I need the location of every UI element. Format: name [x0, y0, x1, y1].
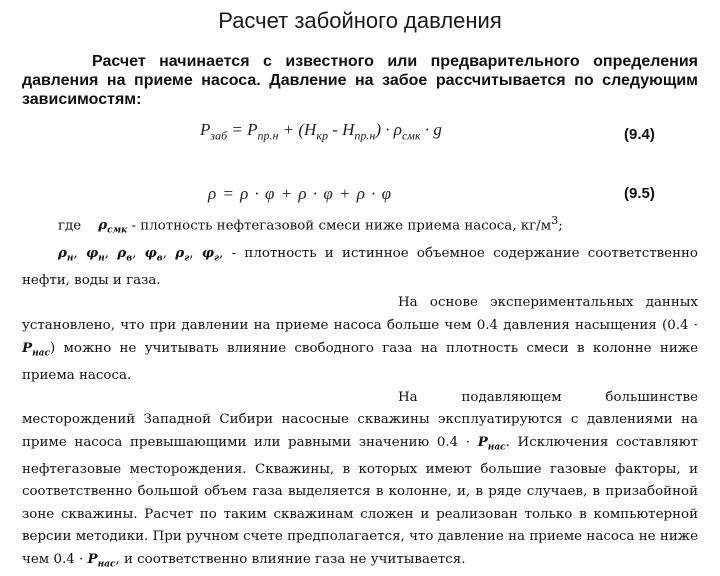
equation-number-9-4: (9.4): [624, 126, 655, 143]
formula-subscript: пр.н: [354, 128, 376, 143]
formula-symbol: ) · ρ: [375, 120, 402, 139]
formula-symbol: P: [200, 120, 211, 139]
formula-symbol: + (H: [278, 120, 317, 139]
body-text: [22, 210, 698, 576]
para3-end: ) можно не учитывать влияние свободного газа на плотность смеси в колонне ниже приема насоса.: [22, 340, 698, 383]
paragraph-west-siberia: [22, 387, 698, 576]
where-paragraph: [22, 210, 698, 242]
phi-g-symbol: [201, 245, 219, 265]
phi-char: φ: [201, 245, 214, 262]
where-end: ;: [558, 218, 563, 234]
sub: в: [126, 254, 133, 265]
p-nas-symbol: [22, 339, 50, 359]
formula-subscript: пр.н: [257, 128, 279, 143]
rho-char: ρ: [175, 245, 185, 262]
rho-n-symbol: [58, 245, 74, 265]
sub: нас: [97, 559, 116, 570]
p-char: P: [22, 339, 33, 356]
intro-paragraph: [22, 52, 698, 109]
intro-text: Расчет начинается с известного или предварительного определения давления на приеме насоса. Давление на забое рассчитывается по следующим зависимостям:: [22, 53, 698, 108]
p-char: P: [477, 434, 488, 451]
paragraph-experimental: [22, 292, 698, 386]
p-char: P: [87, 551, 98, 567]
p-nas-symbol: [477, 434, 506, 453]
page-title: Расчет забойного давления: [218, 8, 502, 33]
rho-symbol: [98, 217, 128, 237]
symbols-text: - плотность и истинное объемное содержание соответственно нефти, воды и газа.: [22, 246, 698, 289]
formula-9-5: ρ = ρ · φ + ρ · φ + ρ · φ: [208, 184, 393, 203]
sub: в: [156, 254, 163, 265]
formula-symbol: - H: [327, 120, 355, 139]
formula-subscript: смк: [401, 128, 421, 143]
phi-n-symbol: [86, 245, 105, 265]
sub: нас: [32, 348, 50, 359]
rho-subscript: смк: [107, 226, 128, 237]
formula-symbol: = P: [227, 120, 258, 139]
formula-9-4: [200, 120, 442, 143]
where-text: - плотность нефтегазовой смеси ниже приема насоса, кг/м: [127, 218, 552, 234]
formula-symbol: · g: [420, 120, 442, 139]
rho-char: ρ: [58, 245, 67, 262]
rho-g-symbol: [175, 245, 190, 265]
sub: н: [98, 254, 105, 265]
phi-v-symbol: [144, 245, 163, 265]
sub: г: [213, 254, 219, 265]
symbols-paragraph: $\rho_н$, $\varphi_н$, $\rho_в$, $\varphi_в$, $\rho_г$, $\varphi_г$, - плотность и истинное объемное содержание соответственно нефти, воды и газа.: [22, 245, 698, 289]
rho-char: ρ: [98, 217, 108, 234]
unit-superscript: 3: [551, 214, 559, 227]
p-nas-symbol: [87, 551, 116, 570]
phi-char: φ: [144, 245, 157, 262]
rho-v-symbol: [117, 245, 133, 265]
para4-mid: . Исключения составляют нефтегазовые месторождения. Скважины, в которых имеют большие газовые факторы, и соответственно большой объем газа выделяется в колонне, и, в ряде случаев, в призабойной зоне скважины. Расчет по таким скважинам сложен и реализован только в компьютерной версии методики. При ручном счете предполагается, что давление на приеме насоса не ниже чем 0.4 ·: [22, 435, 698, 567]
para3-text: На основе экспериментальных данных установлено, что при давлении на приеме насоса больше чем 0.4 давления насыщения (0.4 ·: [22, 295, 698, 333]
rho-char: ρ: [117, 245, 127, 262]
where-label: где: [58, 218, 82, 234]
sub: нас: [487, 442, 506, 453]
equation-number-9-5: (9.5): [624, 185, 655, 202]
para4-end: , и соответственно влияние газа не учитывается.: [115, 552, 466, 567]
formula-subscript: кр: [316, 128, 328, 143]
sub: н: [66, 254, 74, 265]
sub: г: [184, 254, 190, 265]
formula-subscript: заб: [210, 128, 228, 143]
para4-text: На подавляющем большинстве месторождений Западной Сибири насосные скважины эксплуатируются с давлениями на приме насоса превышающими или равными значению 0.4 ·: [22, 389, 698, 451]
phi-char: φ: [86, 245, 99, 262]
